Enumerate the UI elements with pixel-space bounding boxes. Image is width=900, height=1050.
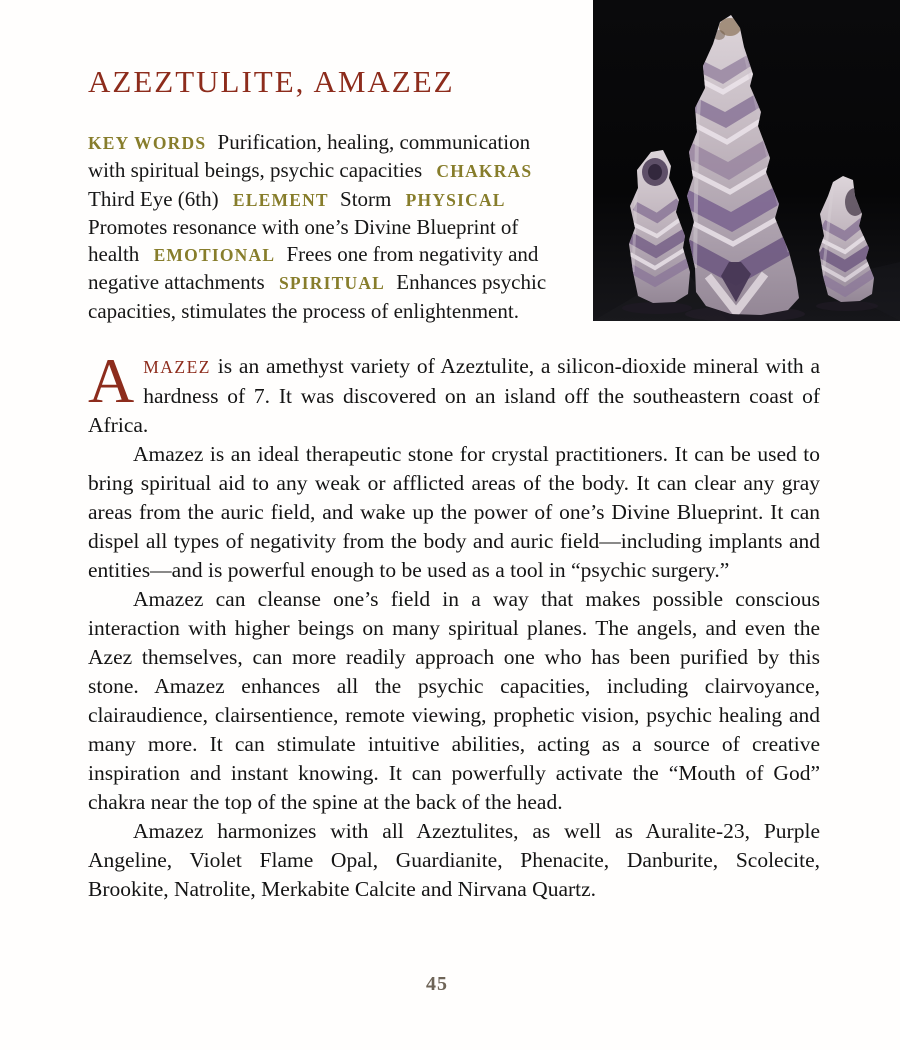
drop-cap: A <box>88 345 135 416</box>
intro-text: is an amethyst variety of Azeztulite, a silicon-dioxide mineral with a hardness of 7. It was discovered on an island off the southeastern coast of Africa. <box>88 354 821 437</box>
keyword-text: Storm <box>340 186 392 211</box>
body-paragraph: Amazez can cleanse one’s field in a way that makes possible conscious interaction with higher beings on many spiritual planes. The angels, and even the Azez themselves, can more readily approach one who has been purified by this stone. Amazez enhances all the psychic capacities, including clairvoyance, clairaudience, clairsentience, remote viewing, prophetic vision, psychic healing and many more. It can stimulate intuitive abilities, acting as a source of creative inspiration and instant knowing. It can powerfully activate the “Mouth of God” chakra near the top of the spine at the back of the head. <box>88 587 820 814</box>
keyword-text: Third Eye (6th) <box>88 186 219 211</box>
amazez-smallcaps: MAZEZ <box>143 357 211 377</box>
keyword-label: KEY WORDS <box>88 133 207 153</box>
keyword-label: PHYSICAL <box>405 189 506 210</box>
keyword-label: ELEMENT <box>232 189 329 210</box>
amethyst-crystals-photo <box>593 0 900 321</box>
keyword-text: Frees one from negativity and negative attachments <box>88 242 539 295</box>
keyword-text: Promotes resonance with one’s Divine Blueprint of health <box>88 214 519 267</box>
body-paragraph: Amazez harmonizes with all Azeztulites, as well as Auralite-23, Purple Angeline, Violet Flame Opal, Guardianite, Phenacite, Danburite, Scolecite, Brookite, Natrolite, Merkabite Calcite and Nirvana Quartz. <box>88 819 820 901</box>
keywords-block <box>88 129 562 325</box>
keyword-label: CHAKRAS <box>436 161 533 182</box>
keyword-label: EMOTIONAL <box>153 245 276 266</box>
intro-paragraph <box>88 345 821 440</box>
keyword-text: Purification, healing, communication with spiritual beings, psychic capacities <box>88 130 531 183</box>
keyword-label: SPIRITUAL <box>278 273 386 294</box>
keyword-text: Enhances psychic capacities, stimulates the process of enlightenment. <box>88 270 547 323</box>
body-text <box>88 345 821 904</box>
body-paragraph: Amazez is an ideal therapeutic stone for crystal practitioners. It can be used to bring spiritual aid to any weak or afflicted areas of the body. It can clear any gray areas from the auric field, and wake up the power of one’s Divine Blueprint. It can dispel all types of negativity from the body and auric field—including implants and entities—and is powerful enough to be used as a tool in “psychic surgery.” <box>88 442 820 582</box>
page-title: AZEZTULITE, AMAZEZ <box>88 64 455 99</box>
page-number: 45 <box>426 973 448 995</box>
amethyst-crystals-image <box>593 0 900 321</box>
